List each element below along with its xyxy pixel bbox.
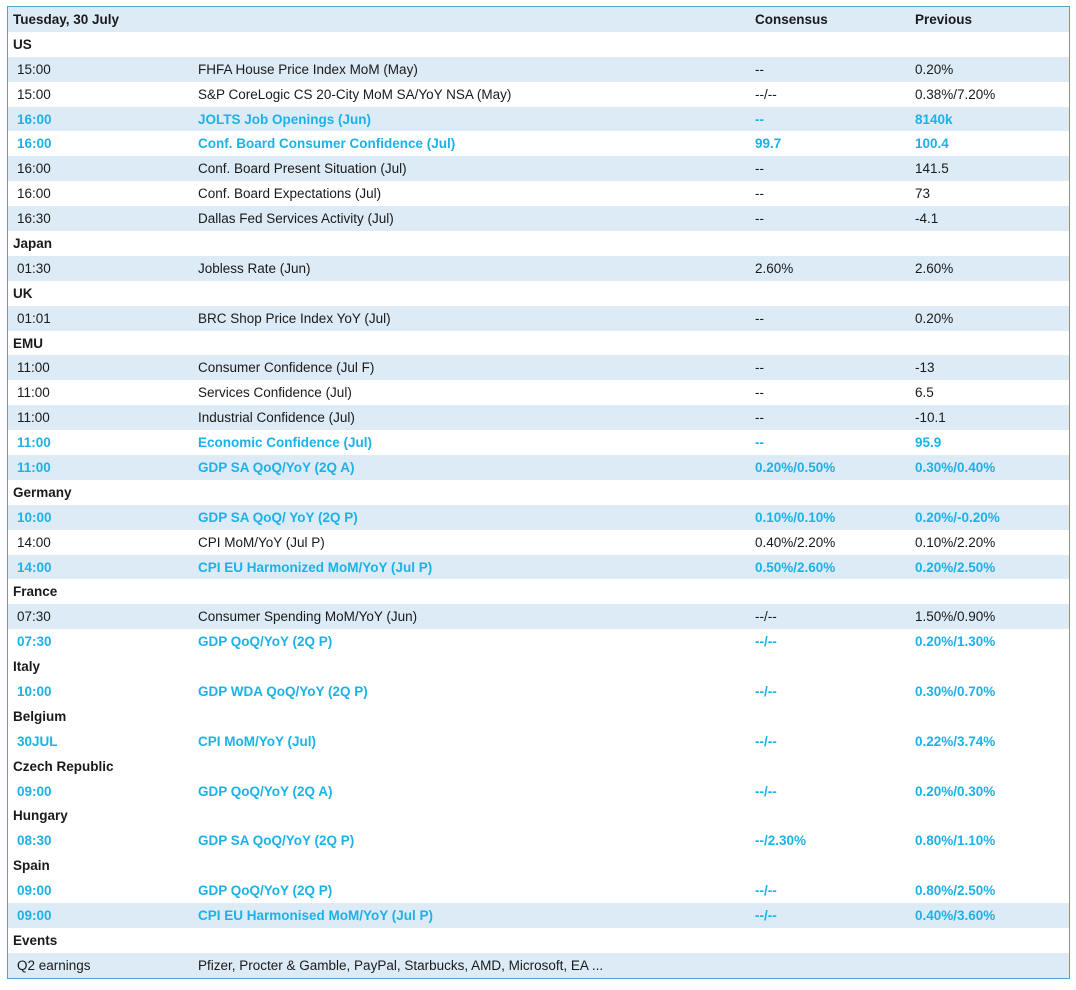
table-row: [8, 679, 1069, 704]
table-row: [8, 505, 1069, 530]
event-cell: GDP SA QoQ/YoY (2Q A): [198, 459, 355, 475]
event-cell: GDP QoQ/YoY (2Q P): [198, 883, 333, 899]
time-cell: 16:00: [17, 136, 52, 152]
table-row: [8, 156, 1069, 181]
consensus-cell: 0.50%/2.60%: [755, 559, 836, 575]
table-row: [8, 555, 1069, 580]
previous-cell: 0.20%: [915, 310, 954, 326]
section-row: [8, 480, 1069, 505]
section-label: Czech Republic: [13, 758, 114, 774]
event-cell: CPI EU Harmonized MoM/YoY (Jul P): [198, 559, 433, 575]
table-row: [8, 604, 1069, 629]
event-cell: S&P CoreLogic CS 20-City MoM SA/YoY NSA (May): [198, 86, 512, 102]
table-row: [8, 206, 1069, 231]
section-row: [8, 704, 1069, 729]
consensus-cell: --/--: [755, 634, 777, 650]
event-cell: GDP SA QoQ/ YoY (2Q P): [198, 509, 358, 525]
time-cell: 07:30: [17, 609, 51, 625]
previous-cell: 0.80%/1.10%: [915, 833, 996, 849]
time-cell: 16:30: [17, 211, 51, 227]
consensus-cell: 0.20%/0.50%: [755, 459, 836, 475]
consensus-cell: 0.10%/0.10%: [755, 509, 836, 525]
section-row: [8, 804, 1069, 829]
section-row: [8, 853, 1069, 878]
time-cell: 15:00: [17, 86, 51, 102]
previous-cell: 0.20%/-0.20%: [915, 509, 1000, 525]
table-row: [8, 729, 1069, 754]
section-label: US: [13, 36, 32, 52]
previous-cell: 8140k: [915, 111, 953, 127]
consensus-cell: --: [755, 385, 764, 401]
previous-cell: 0.20%/0.30%: [915, 783, 996, 799]
table-row: [8, 131, 1069, 156]
event-cell: GDP WDA QoQ/YoY (2Q P): [198, 683, 368, 699]
time-cell: 16:00: [17, 186, 51, 202]
previous-cell: 0.20%/2.50%: [915, 559, 996, 575]
previous-cell: -13: [915, 360, 935, 376]
section-label: Italy: [13, 659, 41, 675]
section-row: [8, 331, 1069, 356]
event-cell: CPI EU Harmonised MoM/YoY (Jul P): [198, 908, 434, 923]
previous-cell: 0.30%/0.40%: [915, 459, 996, 475]
table-row: [8, 530, 1069, 555]
section-row: [8, 231, 1069, 256]
table-row: [8, 380, 1069, 405]
event-cell: Dallas Fed Services Activity (Jul): [198, 211, 394, 227]
time-cell: 15:00: [17, 61, 51, 77]
time-cell: 09:00: [17, 783, 52, 799]
previous-cell: 95.9: [915, 435, 942, 451]
time-cell: 14:00: [17, 534, 51, 550]
section-label: Germany: [13, 484, 72, 500]
event-cell: Industrial Confidence (Jul): [198, 410, 355, 426]
time-cell: 11:00: [17, 435, 51, 451]
header-date: Tuesday, 30 July: [13, 11, 120, 27]
table-row: [8, 878, 1069, 903]
header-consensus: Consensus: [755, 11, 828, 27]
event-cell: Consumer Confidence (Jul F): [198, 360, 375, 376]
event-cell: GDP QoQ/YoY (2Q A): [198, 783, 333, 799]
event-cell: Economic Confidence (Jul): [198, 435, 373, 451]
consensus-cell: --/--: [755, 86, 777, 102]
consensus-cell: --/--: [755, 609, 777, 625]
consensus-cell: --: [755, 435, 764, 451]
section-row: [8, 32, 1069, 57]
consensus-cell: --: [755, 161, 764, 177]
time-cell: 16:00: [17, 161, 51, 177]
consensus-cell: 2.60%: [755, 260, 794, 276]
consensus-cell: --/--: [755, 683, 777, 699]
previous-cell: 141.5: [915, 161, 949, 177]
economic-calendar-table: [7, 6, 1070, 979]
previous-cell: 2.60%: [915, 260, 954, 276]
event-cell: BRC Shop Price Index YoY (Jul): [198, 310, 391, 326]
section-label: UK: [13, 285, 33, 301]
consensus-cell: --/--: [755, 908, 777, 923]
previous-cell: 0.30%/0.70%: [915, 683, 996, 699]
table-body: [8, 32, 1069, 978]
section-label: France: [13, 584, 58, 600]
event-cell: Consumer Spending MoM/YoY (Jun): [198, 609, 418, 625]
time-cell: 30JUL: [17, 733, 58, 749]
time-cell: 09:00: [17, 883, 52, 899]
consensus-cell: --/2.30%: [755, 833, 807, 849]
time-cell: 08:30: [17, 833, 52, 849]
event-cell: CPI MoM/YoY (Jul): [198, 733, 316, 749]
consensus-cell: --/--: [755, 733, 777, 749]
section-label: Events: [13, 932, 58, 948]
consensus-cell: --: [755, 360, 764, 376]
table-row: [8, 107, 1069, 132]
previous-cell: 6.5: [915, 385, 934, 401]
consensus-cell: 0.40%/2.20%: [755, 534, 836, 550]
event-cell: Conf. Board Present Situation (Jul): [198, 161, 407, 177]
previous-cell: 73: [915, 186, 931, 202]
time-cell: 01:30: [17, 260, 51, 276]
table-row: [8, 455, 1069, 480]
table-row: [8, 953, 1069, 978]
section-row: [8, 928, 1069, 953]
previous-cell: 0.22%/3.74%: [915, 733, 996, 749]
time-cell: 11:00: [17, 459, 51, 475]
time-cell: 10:00: [17, 683, 52, 699]
section-row: [8, 654, 1069, 679]
time-cell: 10:00: [17, 509, 52, 525]
previous-cell: -4.1: [915, 211, 939, 227]
section-row: [8, 579, 1069, 604]
previous-cell: -10.1: [915, 410, 946, 426]
event-cell: FHFA House Price Index MoM (May): [198, 61, 418, 77]
event-cell: JOLTS Job Openings (Jun): [198, 111, 372, 127]
table-row: [8, 629, 1069, 654]
table-row: [8, 903, 1069, 928]
section-label: Belgium: [13, 708, 67, 724]
event-cell: Conf. Board Consumer Confidence (Jul): [198, 136, 456, 152]
table-header: [8, 7, 1069, 32]
section-label: Hungary: [13, 808, 68, 824]
consensus-cell: --: [755, 310, 764, 326]
table-row: [8, 82, 1069, 107]
section-label: EMU: [13, 335, 43, 351]
section-row: [8, 754, 1069, 779]
previous-cell: 0.40%/3.60%: [915, 908, 996, 923]
consensus-cell: --: [755, 211, 764, 227]
table-row: [8, 779, 1069, 804]
previous-cell: 0.10%/2.20%: [915, 534, 996, 550]
event-cell: Pfizer, Procter & Gamble, PayPal, Starbucks, AMD, Microsoft, EA ...: [198, 957, 604, 973]
table-row: [8, 405, 1069, 430]
time-cell: 01:01: [17, 310, 51, 326]
previous-cell: 0.38%/7.20%: [915, 86, 996, 102]
time-cell: 07:30: [17, 634, 52, 650]
consensus-cell: 99.7: [755, 136, 782, 152]
table-row: [8, 256, 1069, 281]
consensus-cell: --: [755, 111, 764, 127]
event-cell: GDP SA QoQ/YoY (2Q P): [198, 833, 355, 849]
event-cell: Conf. Board Expectations (Jul): [198, 186, 382, 202]
time-cell: 14:00: [17, 559, 52, 575]
table-row: [8, 828, 1069, 853]
time-cell: 11:00: [17, 410, 50, 426]
table-row: [8, 306, 1069, 331]
event-cell: Jobless Rate (Jun): [198, 260, 311, 276]
previous-cell: 0.80%/2.50%: [915, 883, 996, 899]
consensus-cell: --: [755, 410, 764, 426]
time-cell: 16:00: [17, 111, 52, 127]
previous-cell: 0.20%: [915, 61, 954, 77]
event-cell: GDP QoQ/YoY (2Q P): [198, 634, 333, 650]
time-cell: 11:00: [17, 385, 50, 401]
consensus-cell: --/--: [755, 783, 777, 799]
time-cell: Q2 earnings: [17, 957, 91, 973]
section-row: [8, 281, 1069, 306]
table-row: [8, 57, 1069, 82]
consensus-cell: --/--: [755, 883, 777, 899]
consensus-cell: --: [755, 61, 764, 77]
table-row: [8, 355, 1069, 380]
time-cell: 09:00: [17, 908, 52, 923]
previous-cell: 0.20%/1.30%: [915, 634, 996, 650]
event-cell: CPI MoM/YoY (Jul P): [198, 534, 325, 550]
previous-cell: 100.4: [915, 136, 949, 152]
table-row: [8, 181, 1069, 206]
table-row: [8, 430, 1069, 455]
consensus-cell: --: [755, 186, 764, 202]
previous-cell: 1.50%/0.90%: [915, 609, 996, 625]
section-label: Japan: [13, 235, 53, 251]
event-cell: Services Confidence (Jul): [198, 385, 352, 401]
section-label: Spain: [13, 858, 50, 874]
header-previous: Previous: [915, 11, 973, 27]
time-cell: 11:00: [17, 360, 50, 376]
